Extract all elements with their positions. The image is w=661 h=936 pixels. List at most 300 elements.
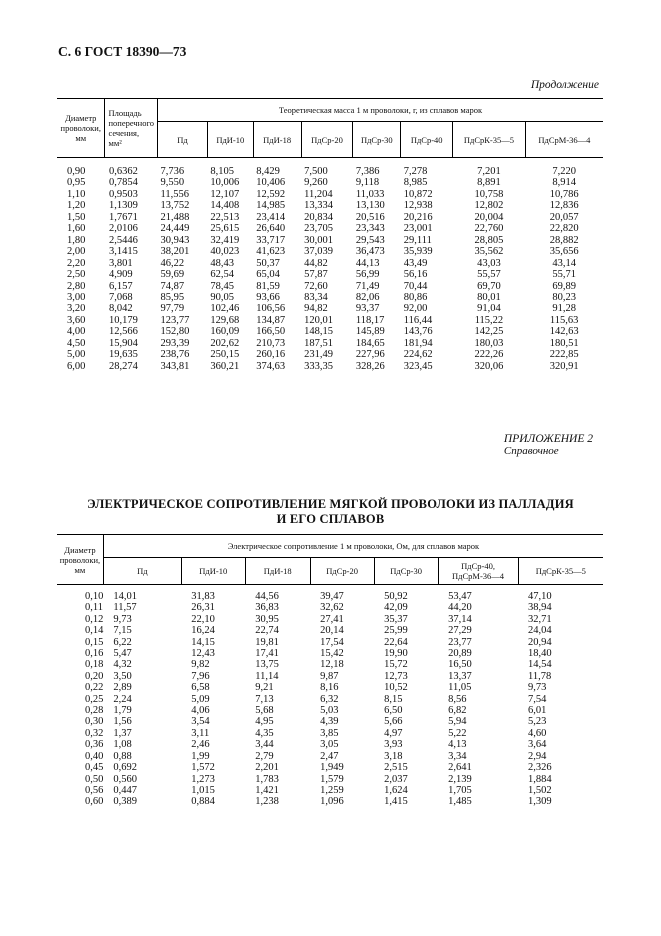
resistance-cell: 50,92 bbox=[384, 591, 408, 602]
mass-cell: 43,14 bbox=[552, 257, 576, 269]
table-row bbox=[57, 716, 603, 727]
resistance-cell: 9,21 bbox=[255, 682, 274, 694]
resistance-cell: 17,54 bbox=[320, 636, 344, 648]
resistance-cell: 3,05 bbox=[320, 739, 339, 751]
diameter-cell: 4,50 bbox=[67, 337, 86, 349]
area-cell: 28,274 bbox=[108, 360, 138, 372]
resistance-cell: 6,01 bbox=[528, 705, 547, 717]
mass-cell: 83,34 bbox=[304, 291, 328, 303]
resistance-cell: 3,18 bbox=[384, 750, 403, 762]
mass-cell: 9,260 bbox=[304, 177, 328, 189]
mass-cell: 97,79 bbox=[160, 303, 185, 315]
diameter-cell: 6,00 bbox=[67, 360, 86, 372]
area-cell: 0,9503 bbox=[108, 188, 138, 200]
resistance-cell: 2,89 bbox=[113, 682, 132, 694]
diameter-cell: 3,00 bbox=[67, 291, 86, 303]
mass-cell: 116,44 bbox=[403, 314, 433, 326]
diameter-cell: 0,22 bbox=[85, 682, 104, 694]
mass-cell: 56,99 bbox=[355, 269, 380, 281]
mass-cell: 40,023 bbox=[210, 246, 240, 258]
col-diameter-header-2: Диаметр проволоки, мм bbox=[57, 535, 103, 585]
mass-cell: 142,63 bbox=[549, 326, 579, 338]
appendix-label: ПРИЛОЖЕНИЕ 2 bbox=[503, 433, 593, 445]
mass-cell: 43,03 bbox=[477, 257, 501, 269]
mass-cell: 10,406 bbox=[256, 177, 286, 189]
resistance-cell: 20,94 bbox=[528, 636, 552, 648]
mass-cell: 20,057 bbox=[549, 211, 579, 223]
table-row bbox=[57, 762, 603, 773]
resistance-cell: 44,20 bbox=[448, 602, 472, 614]
mass-cell: 13,130 bbox=[355, 200, 385, 212]
table-row bbox=[57, 728, 603, 739]
resistance-cell: 8,15 bbox=[384, 693, 403, 705]
mass-cell: 184,65 bbox=[355, 337, 385, 349]
mass-cell: 106,56 bbox=[256, 303, 286, 315]
resistance-cell: 20,89 bbox=[448, 648, 472, 660]
table-row bbox=[57, 177, 603, 188]
diameter-cell: 4,00 bbox=[67, 326, 86, 338]
section-title bbox=[0, 497, 661, 527]
mass-cell: 26,640 bbox=[256, 223, 286, 235]
mass-alloy-header: Пд bbox=[158, 122, 208, 158]
mass-cell: 14,408 bbox=[210, 200, 240, 212]
mass-cell: 210,73 bbox=[256, 337, 286, 349]
resistance-cell: 1,08 bbox=[113, 739, 132, 751]
mass-cell: 8,429 bbox=[256, 166, 280, 177]
resistance-cell: 35,37 bbox=[384, 613, 408, 625]
mass-cell: 57,87 bbox=[304, 269, 328, 281]
mass-cell: 55,71 bbox=[552, 269, 576, 281]
resistance-cell: 5,03 bbox=[320, 705, 339, 717]
resistance-cell: 5,94 bbox=[448, 716, 467, 728]
resistance-cell: 2,037 bbox=[384, 773, 408, 785]
mass-cell: 8,105 bbox=[210, 166, 234, 177]
diameter-cell: 0,32 bbox=[85, 727, 104, 739]
resistance-cell: 13,37 bbox=[448, 670, 472, 682]
resistance-alloy-header: ПдСр-20 bbox=[310, 558, 374, 585]
resistance-cell: 36,83 bbox=[255, 602, 279, 614]
resistance-cell: 39,47 bbox=[320, 591, 344, 602]
resistance-cell: 4,60 bbox=[528, 727, 547, 739]
diameter-cell: 0,18 bbox=[85, 659, 104, 671]
resistance-cell: 1,485 bbox=[448, 796, 472, 808]
diameter-cell: 0,90 bbox=[67, 166, 86, 177]
mass-cell: 115,63 bbox=[549, 314, 579, 326]
diameter-cell: 3,60 bbox=[67, 314, 86, 326]
table-row bbox=[57, 682, 603, 693]
area-cell: 2,5446 bbox=[108, 234, 138, 246]
table-row bbox=[57, 751, 603, 762]
table-row bbox=[57, 659, 603, 670]
resistance-cell: 12,18 bbox=[320, 659, 344, 671]
mass-cell: 142,25 bbox=[474, 326, 504, 338]
resistance-cell: 9,73 bbox=[113, 613, 132, 625]
mass-cell: 7,500 bbox=[304, 166, 328, 177]
diameter-cell: 1,50 bbox=[67, 211, 86, 223]
mass-cell: 85,95 bbox=[160, 291, 185, 303]
resistance-cell: 0,389 bbox=[113, 796, 137, 808]
resistance-cell: 2,139 bbox=[448, 773, 472, 785]
mass-cell: 23,001 bbox=[403, 223, 433, 235]
resistance-cell: 1,259 bbox=[320, 784, 344, 796]
page-header: С. 6 ГОСТ 18390—73 bbox=[58, 44, 187, 59]
mass-cell: 238,76 bbox=[160, 349, 190, 361]
mass-cell: 145,89 bbox=[355, 326, 385, 338]
resistance-cell: 20,14 bbox=[320, 625, 344, 637]
resistance-cell: 1,624 bbox=[384, 784, 408, 796]
mass-cell: 343,81 bbox=[160, 360, 190, 372]
diameter-cell: 0,12 bbox=[85, 613, 104, 625]
mass-cell: 12,107 bbox=[210, 188, 240, 200]
resistance-cell: 1,502 bbox=[528, 784, 552, 796]
mass-cell: 13,752 bbox=[160, 200, 190, 212]
resistance-cell: 1,56 bbox=[113, 716, 132, 728]
resistance-cell: 42,09 bbox=[384, 602, 408, 614]
mass-cell: 102,46 bbox=[210, 303, 240, 315]
resistance-table bbox=[57, 534, 603, 808]
area-cell: 6,157 bbox=[108, 280, 133, 292]
mass-cell: 78,45 bbox=[210, 280, 234, 292]
diameter-cell: 0,14 bbox=[85, 625, 104, 637]
appendix-kind: Справочное bbox=[503, 445, 559, 457]
resistance-alloy-header: ПдСр-40, ПдСрМ-36—4 bbox=[438, 558, 518, 585]
mass-cell: 320,91 bbox=[549, 360, 579, 372]
mass-cell: 8,985 bbox=[403, 177, 428, 189]
diameter-cell: 0,60 bbox=[85, 796, 104, 808]
mass-cell: 35,562 bbox=[474, 246, 504, 258]
resistance-cell: 5,66 bbox=[384, 716, 403, 728]
mass-cell: 320,06 bbox=[474, 360, 504, 372]
resistance-cell: 1,949 bbox=[320, 762, 344, 774]
area-cell: 1,1309 bbox=[108, 200, 138, 212]
resistance-cell: 27,29 bbox=[448, 625, 472, 637]
resistance-cell: 27,41 bbox=[320, 613, 344, 625]
resistance-alloy-header: Пд bbox=[103, 558, 181, 585]
resistance-cell: 4,32 bbox=[113, 659, 132, 671]
resistance-cell: 11,14 bbox=[255, 670, 279, 682]
mass-cell: 72,60 bbox=[304, 280, 328, 292]
resistance-cell: 2,94 bbox=[528, 750, 547, 762]
resistance-cell: 3,64 bbox=[528, 739, 547, 751]
mass-alloy-header: ПдСрК-35—5 bbox=[453, 122, 526, 158]
diameter-cell: 5,00 bbox=[67, 349, 86, 361]
mass-cell: 181,94 bbox=[403, 337, 433, 349]
area-cell: 1,7671 bbox=[108, 211, 138, 223]
resistance-cell: 3,54 bbox=[191, 716, 210, 728]
area-cell: 3,801 bbox=[108, 257, 133, 269]
diameter-cell: 0,95 bbox=[67, 177, 86, 189]
mass-table bbox=[57, 98, 603, 372]
mass-cell: 12,938 bbox=[403, 200, 433, 212]
resistance-cell: 1,273 bbox=[191, 773, 215, 785]
resistance-cell: 3,50 bbox=[113, 670, 132, 682]
resistance-cell: 2,515 bbox=[384, 762, 408, 774]
resistance-cell: 19,81 bbox=[255, 636, 279, 648]
mass-cell: 222,85 bbox=[549, 349, 579, 361]
mass-cell: 224,62 bbox=[403, 349, 433, 361]
diameter-cell: 0,15 bbox=[85, 636, 104, 648]
mass-cell: 22,760 bbox=[474, 223, 504, 235]
table-row bbox=[57, 189, 603, 200]
resistance-cell: 6,82 bbox=[448, 705, 467, 717]
resistance-cell: 3,34 bbox=[448, 750, 467, 762]
resistance-cell: 18,40 bbox=[528, 648, 552, 660]
mass-cell: 120,01 bbox=[304, 314, 333, 326]
mass-cell: 231,49 bbox=[304, 349, 333, 361]
resistance-cell: 0,560 bbox=[113, 773, 137, 785]
diameter-cell: 0,28 bbox=[85, 705, 104, 717]
resistance-cell: 7,54 bbox=[528, 693, 547, 705]
continuation-label: Продолжение bbox=[530, 79, 599, 91]
mass-cell: 293,39 bbox=[160, 337, 190, 349]
mass-cell: 82,06 bbox=[355, 291, 380, 303]
mass-cell: 12,592 bbox=[256, 188, 286, 200]
mass-cell: 260,16 bbox=[256, 349, 286, 361]
mass-cell: 56,16 bbox=[403, 269, 428, 281]
diameter-cell: 2,20 bbox=[67, 257, 86, 269]
mass-cell: 41,623 bbox=[256, 246, 286, 258]
mass-cell: 80,01 bbox=[477, 291, 501, 303]
mass-cell: 55,57 bbox=[477, 269, 501, 281]
area-cell: 12,566 bbox=[108, 326, 138, 338]
resistance-cell: 2,326 bbox=[528, 762, 552, 774]
mass-cell: 118,17 bbox=[355, 314, 385, 326]
mass-cell: 250,15 bbox=[210, 349, 240, 361]
table-row bbox=[57, 694, 603, 705]
resistance-cell: 4,97 bbox=[384, 727, 403, 739]
resistance-cell: 22,10 bbox=[191, 613, 215, 625]
resistance-cell: 1,238 bbox=[255, 796, 279, 808]
resistance-cell: 5,22 bbox=[448, 727, 467, 739]
resistance-cell: 1,783 bbox=[255, 773, 279, 785]
resistance-cell: 19,90 bbox=[384, 648, 408, 660]
resistance-group-header: Электрическое сопротивление 1 м проволоки, Ом, для сплавов марок bbox=[103, 535, 603, 558]
mass-cell: 11,556 bbox=[160, 188, 189, 200]
diameter-cell: 0,50 bbox=[85, 773, 104, 785]
resistance-cell: 22,74 bbox=[255, 625, 279, 637]
mass-cell: 24,449 bbox=[160, 223, 190, 235]
table-row bbox=[57, 212, 603, 223]
resistance-cell: 16,24 bbox=[191, 625, 215, 637]
resistance-cell: 32,71 bbox=[528, 613, 552, 625]
resistance-cell: 37,14 bbox=[448, 613, 472, 625]
resistance-cell: 3,11 bbox=[191, 727, 210, 739]
mass-cell: 180,51 bbox=[549, 337, 579, 349]
resistance-cell: 9,82 bbox=[191, 659, 210, 671]
mass-cell: 9,550 bbox=[160, 177, 185, 189]
resistance-cell: 5,23 bbox=[528, 716, 547, 728]
resistance-cell: 38,94 bbox=[528, 602, 552, 614]
mass-cell: 20,004 bbox=[474, 211, 504, 223]
resistance-cell: 47,10 bbox=[528, 591, 552, 602]
mass-cell: 180,03 bbox=[474, 337, 504, 349]
mass-cell: 36,473 bbox=[355, 246, 385, 258]
diameter-cell: 1,10 bbox=[67, 188, 86, 200]
table-row bbox=[57, 349, 603, 360]
mass-cell: 134,87 bbox=[256, 314, 286, 326]
mass-cell: 65,04 bbox=[256, 269, 280, 281]
diameter-cell: 0,56 bbox=[85, 784, 104, 796]
resistance-cell: 22,64 bbox=[384, 636, 408, 648]
mass-cell: 93,66 bbox=[256, 291, 280, 303]
mass-group-header: Теоретическая масса 1 м проволоки, г, из сплавов марок bbox=[158, 99, 604, 122]
mass-cell: 38,201 bbox=[160, 246, 190, 258]
resistance-cell: 11,78 bbox=[528, 670, 552, 682]
resistance-cell: 0,884 bbox=[191, 796, 215, 808]
mass-cell: 59,69 bbox=[160, 269, 185, 281]
area-cell: 0,6362 bbox=[108, 166, 138, 177]
mass-cell: 21,488 bbox=[160, 211, 190, 223]
resistance-cell: 4,35 bbox=[255, 727, 274, 739]
mass-cell: 29,543 bbox=[355, 234, 385, 246]
resistance-cell: 8,16 bbox=[320, 682, 339, 694]
mass-cell: 69,70 bbox=[477, 280, 501, 292]
mass-cell: 328,26 bbox=[355, 360, 385, 372]
mass-cell: 23,705 bbox=[304, 223, 333, 235]
resistance-cell: 15,42 bbox=[320, 648, 344, 660]
mass-alloy-header: ПдСр-30 bbox=[353, 122, 401, 158]
mass-cell: 222,26 bbox=[474, 349, 504, 361]
table-row bbox=[57, 602, 603, 613]
resistance-cell: 5,09 bbox=[191, 693, 210, 705]
resistance-cell: 0,692 bbox=[113, 762, 137, 774]
table-row bbox=[57, 625, 603, 636]
diameter-cell: 2,00 bbox=[67, 246, 86, 258]
mass-cell: 43,49 bbox=[403, 257, 428, 269]
mass-cell: 23,343 bbox=[355, 223, 385, 235]
mass-cell: 32,419 bbox=[210, 234, 240, 246]
col-diameter-header: Диаметр проволоки, мм bbox=[57, 99, 105, 158]
resistance-cell: 2,641 bbox=[448, 762, 472, 774]
resistance-cell: 6,50 bbox=[384, 705, 403, 717]
mass-cell: 44,13 bbox=[355, 257, 380, 269]
resistance-alloy-header: ПдСрК-35—5 bbox=[518, 558, 603, 585]
resistance-cell: 1,015 bbox=[191, 784, 215, 796]
mass-cell: 115,22 bbox=[474, 314, 504, 326]
mass-cell: 50,37 bbox=[256, 257, 280, 269]
table-row bbox=[57, 269, 603, 280]
resistance-cell: 7,13 bbox=[255, 693, 274, 705]
appendix-block bbox=[504, 433, 593, 457]
area-cell: 15,904 bbox=[108, 337, 138, 349]
resistance-cell: 4,13 bbox=[448, 739, 467, 751]
mass-cell: 20,834 bbox=[304, 211, 333, 223]
mass-alloy-header: ПдСр-40 bbox=[401, 122, 453, 158]
resistance-cell: 12,73 bbox=[384, 670, 408, 682]
mass-cell: 28,882 bbox=[549, 234, 579, 246]
resistance-cell: 1,79 bbox=[113, 705, 132, 717]
mass-cell: 333,35 bbox=[304, 360, 333, 372]
mass-cell: 202,62 bbox=[210, 337, 240, 349]
mass-cell: 44,82 bbox=[304, 257, 328, 269]
table-row bbox=[57, 292, 603, 303]
diameter-cell: 2,50 bbox=[67, 269, 86, 281]
mass-cell: 48,43 bbox=[210, 257, 234, 269]
table-row bbox=[57, 361, 603, 372]
diameter-cell: 0,16 bbox=[85, 648, 104, 660]
resistance-cell: 9,87 bbox=[320, 670, 339, 682]
mass-cell: 20,516 bbox=[355, 211, 385, 223]
resistance-cell: 1,884 bbox=[528, 773, 552, 785]
mass-cell: 28,805 bbox=[474, 234, 504, 246]
table-row bbox=[57, 246, 603, 257]
resistance-cell: 2,201 bbox=[255, 762, 279, 774]
mass-cell: 70,44 bbox=[403, 280, 428, 292]
resistance-alloy-header: ПдИ-18 bbox=[245, 558, 310, 585]
resistance-cell: 4,95 bbox=[255, 716, 274, 728]
resistance-cell: 6,58 bbox=[191, 682, 210, 694]
table-row bbox=[57, 223, 603, 234]
table-row bbox=[57, 739, 603, 750]
diameter-cell: 0,20 bbox=[85, 670, 104, 682]
resistance-cell: 1,415 bbox=[384, 796, 408, 808]
resistance-cell: 3,93 bbox=[384, 739, 403, 751]
table-row bbox=[57, 235, 603, 246]
mass-cell: 14,985 bbox=[256, 200, 286, 212]
diameter-cell: 3,20 bbox=[67, 303, 86, 315]
resistance-cell: 0,447 bbox=[113, 784, 137, 796]
resistance-cell: 0,88 bbox=[113, 750, 132, 762]
diameter-cell: 1,60 bbox=[67, 223, 86, 235]
mass-cell: 81,59 bbox=[256, 280, 280, 292]
table-row bbox=[57, 338, 603, 349]
mass-cell: 10,006 bbox=[210, 177, 240, 189]
mass-cell: 74,87 bbox=[160, 280, 185, 292]
table-row bbox=[57, 326, 603, 337]
mass-cell: 7,736 bbox=[160, 166, 185, 177]
mass-cell: 148,15 bbox=[304, 326, 333, 338]
resistance-cell: 2,46 bbox=[191, 739, 210, 751]
resistance-cell: 44,56 bbox=[255, 591, 279, 602]
mass-alloy-header: ПдСр-20 bbox=[301, 122, 353, 158]
resistance-cell: 7,15 bbox=[113, 625, 132, 637]
mass-cell: 8,891 bbox=[477, 177, 501, 189]
mass-cell: 80,23 bbox=[552, 291, 576, 303]
resistance-cell: 30,95 bbox=[255, 613, 279, 625]
resistance-cell: 14,54 bbox=[528, 659, 552, 671]
mass-cell: 227,96 bbox=[355, 349, 385, 361]
resistance-cell: 2,47 bbox=[320, 750, 339, 762]
mass-cell: 92,00 bbox=[403, 303, 428, 315]
section-title-line1: ЭЛЕКТРИЧЕСКОЕ СОПРОТИВЛЕНИЕ МЯГКОЙ ПРОВОЛОКИ ИЗ ПАЛЛАДИЯ bbox=[87, 497, 574, 511]
table-row bbox=[57, 671, 603, 682]
mass-cell: 152,80 bbox=[160, 326, 190, 338]
table-row bbox=[57, 258, 603, 269]
mass-cell: 29,111 bbox=[403, 234, 432, 246]
mass-cell: 11,033 bbox=[355, 188, 385, 200]
mass-cell: 20,216 bbox=[403, 211, 433, 223]
area-cell: 7,068 bbox=[108, 291, 133, 303]
mass-cell: 11,204 bbox=[304, 188, 333, 200]
resistance-cell: 9,73 bbox=[528, 682, 547, 694]
table-row bbox=[57, 315, 603, 326]
resistance-cell: 3,44 bbox=[255, 739, 274, 751]
mass-cell: 123,77 bbox=[160, 314, 190, 326]
resistance-cell: 16,50 bbox=[448, 659, 472, 671]
resistance-cell: 4,06 bbox=[191, 705, 210, 717]
mass-cell: 7,201 bbox=[477, 166, 501, 177]
resistance-cell: 1,421 bbox=[255, 784, 279, 796]
mass-cell: 37,039 bbox=[304, 246, 333, 258]
resistance-cell: 32,62 bbox=[320, 602, 344, 614]
mass-cell: 12,802 bbox=[474, 200, 504, 212]
resistance-cell: 26,31 bbox=[191, 602, 215, 614]
resistance-cell: 3,85 bbox=[320, 727, 339, 739]
mass-cell: 7,220 bbox=[552, 166, 576, 177]
diameter-cell: 0,40 bbox=[85, 750, 104, 762]
mass-cell: 13,334 bbox=[304, 200, 333, 212]
resistance-cell: 5,47 bbox=[113, 648, 132, 660]
